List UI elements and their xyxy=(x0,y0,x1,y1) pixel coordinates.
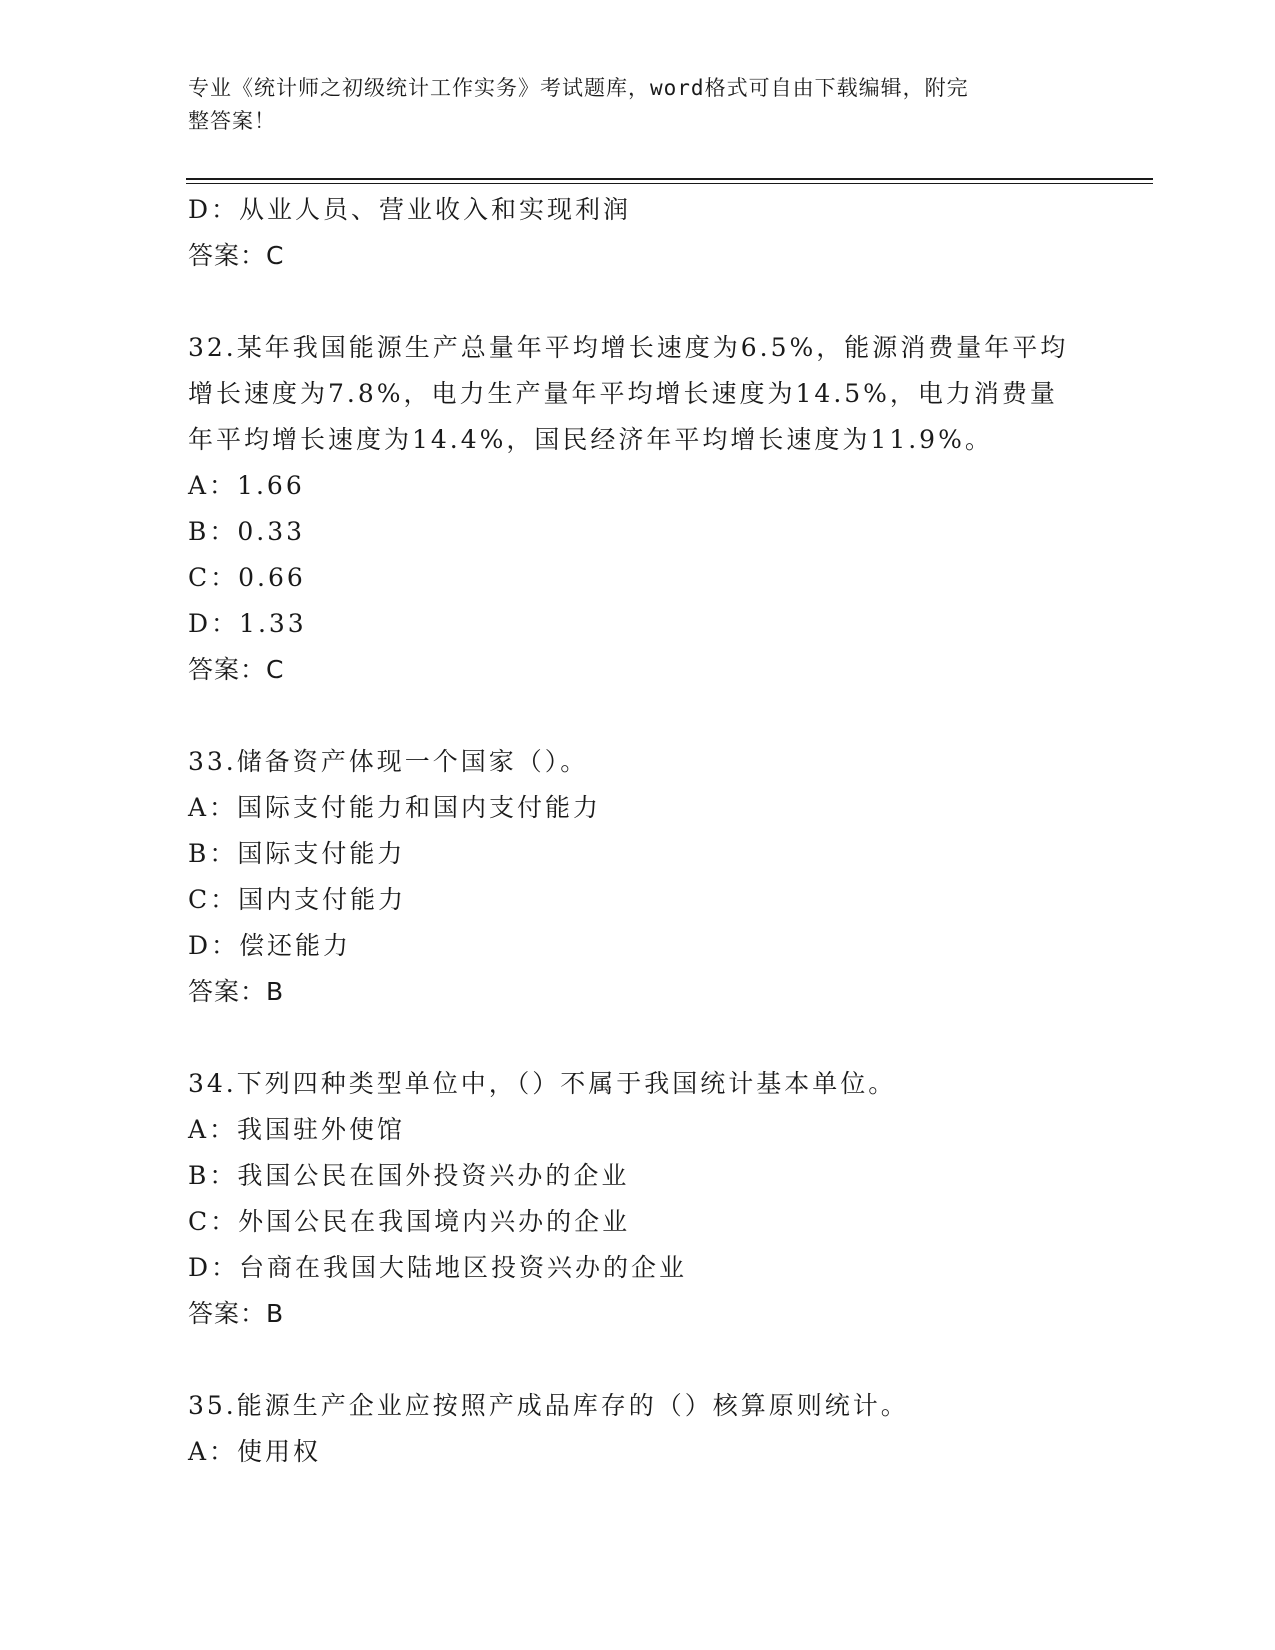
header-divider-thick xyxy=(186,178,1153,180)
question-35 xyxy=(188,1383,1088,1475)
option-a: A：国际支付能力和国内支付能力 xyxy=(188,793,602,822)
question-content xyxy=(188,187,1088,1475)
spacer xyxy=(188,279,1088,325)
option-b: B：我国公民在国外投资兴办的企业 xyxy=(188,1161,630,1190)
question-text-line: 年平均增长速度为14.4%，国民经济年平均增长速度为11.9%。 xyxy=(188,425,993,454)
spacer xyxy=(188,1015,1088,1061)
question-34 xyxy=(188,1061,1088,1337)
option-a: A：我国驻外使馆 xyxy=(188,1115,406,1144)
question-text-line: 33.储备资产体现一个国家（）。 xyxy=(188,747,589,776)
spacer xyxy=(188,693,1088,739)
option-c: C：0.66 xyxy=(188,563,306,592)
header-line-2: 整答案！ xyxy=(188,109,276,133)
header-divider-thin xyxy=(186,183,1153,184)
question-text-line: 增长速度为7.8%，电力生产量年平均增长速度为14.5%，电力消费量 xyxy=(188,379,1058,408)
answer: 答案：C xyxy=(188,655,285,684)
prev-answer: 答案：C xyxy=(188,241,285,270)
prev-option-d: D：从业人员、营业收入和实现利润 xyxy=(188,195,632,224)
option-b: B：国际支付能力 xyxy=(188,839,406,868)
question-32 xyxy=(188,325,1088,693)
header-line-1: 专业《统计师之初级统计工作实务》考试题库，word格式可自由下载编辑，附完 xyxy=(188,76,969,100)
answer: 答案：B xyxy=(188,977,285,1006)
answer: 答案：B xyxy=(188,1299,285,1328)
question-text-line: 32.某年我国能源生产总量年平均增长速度为6.5%，能源消费量年平均 xyxy=(188,333,1069,362)
option-c: C：外国公民在我国境内兴办的企业 xyxy=(188,1207,631,1236)
option-d: D：台商在我国大陆地区投资兴办的企业 xyxy=(188,1253,688,1282)
option-a: A：1.66 xyxy=(188,471,305,500)
question-33 xyxy=(188,739,1088,1015)
question-text-line: 34.下列四种类型单位中，（）不属于我国统计基本单位。 xyxy=(188,1069,897,1098)
spacer xyxy=(188,1337,1088,1383)
option-d: D：偿还能力 xyxy=(188,931,352,960)
option-a: A：使用权 xyxy=(188,1437,322,1466)
document-header xyxy=(188,72,1068,138)
option-b: B：0.33 xyxy=(188,517,306,546)
option-d: D：1.33 xyxy=(188,609,307,638)
question-text-line: 35.能源生产企业应按照产成品库存的（）核算原则统计。 xyxy=(188,1391,909,1420)
option-c: C：国内支付能力 xyxy=(188,885,407,914)
